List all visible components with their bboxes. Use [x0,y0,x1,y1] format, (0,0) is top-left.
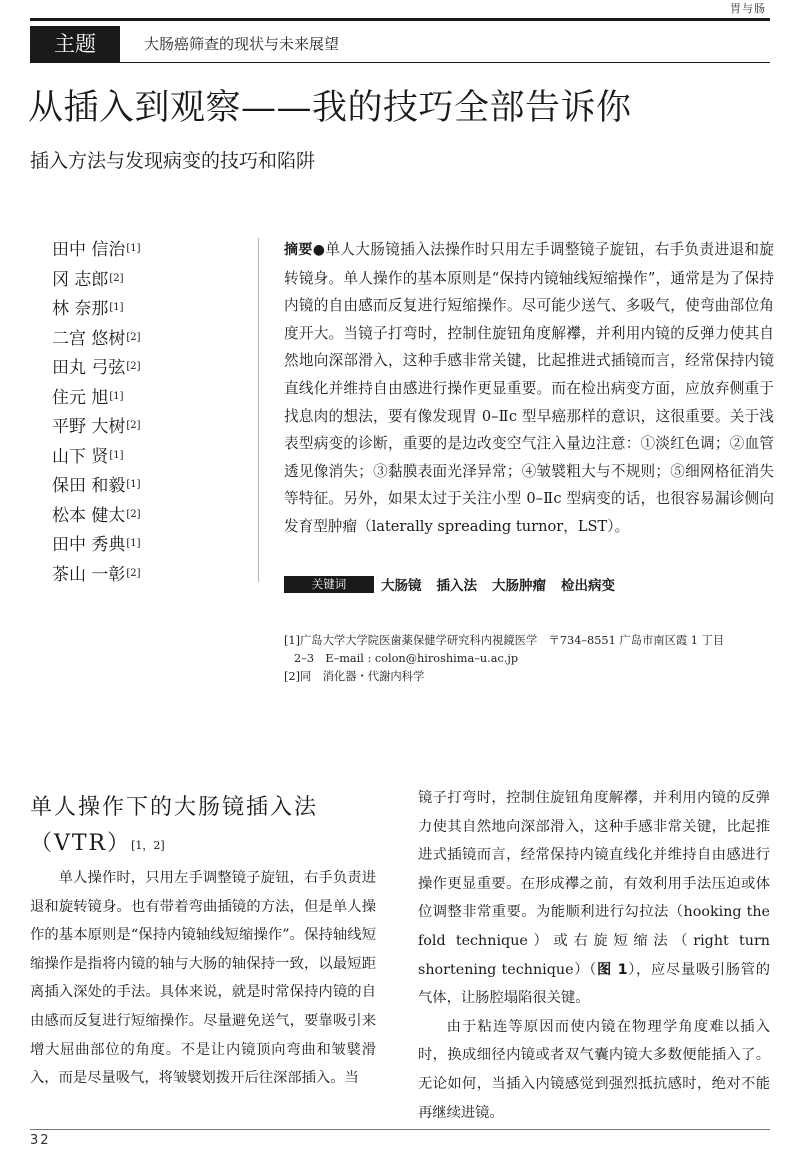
author-affiliation-ref: [2] [126,361,141,372]
author-name-text: 林 奈那 [52,299,109,319]
top-rule [30,18,770,21]
keyword: 插入法 [436,578,477,594]
author-name [52,295,252,325]
author-name-text: 山下 贤 [52,446,109,467]
body-paragraph: 由于粘连等原因而使内镜在物理学角度难以插入时，换成细径内镜或者双气囊内镜大多数便能插入了。无论如何，当插入内镜感觉到强烈抵抗感时，绝对不能再继续进镜。 [418,1018,770,1121]
author-list [52,236,252,590]
keyword: 大肠镜 [381,578,422,594]
author-name-text: 田中 信治 [52,240,126,260]
author-affiliation-ref: [2] [126,420,141,431]
author-affiliation-ref: [1] [126,538,141,549]
affiliation-line: [2]同 消化器・代謝内科学 [284,670,425,683]
page-number: 32 [30,1133,51,1148]
author-name-text: 茶山 一彰 [52,564,126,585]
body-column-right [418,784,770,1127]
footer-rule [30,1129,770,1130]
keyword: 检出病变 [561,578,615,594]
topic-text: 大肠癌筛查的现状与未来展望 [144,35,340,53]
author-affiliation-ref: [2] [126,508,141,520]
abstract-label: 摘要● [284,242,326,258]
author-affiliation-ref: [1] [126,243,141,254]
body-column-left [30,864,376,1093]
author-name [52,354,252,384]
topic-divider [30,62,770,63]
section-title-text: 单人操作下的大肠镜插入法 [30,795,319,820]
author-name-text: 冈 志郎 [52,269,109,290]
author-name-text: 二宫 悠树 [52,328,126,349]
author-name [52,266,252,296]
author-affiliation-ref: [1] [109,302,124,313]
keywords-label: 关键词 [284,576,374,593]
body-paragraph: 单人操作时，只用左手调整镜子旋钮，右手负责进退和旋转镜身。也有带着弯曲插镜的方法，但是单人操作的基本原则是“保持内镜轴线短缩操作”。保持轴线短缩操作是指将内镜的轴与大肠的轴保持一致，以最短距离插入深处的手法。具体来说，就是时常保持内镜的自由感而反复进行短缩操作。尽量避免送气，要靠吸引来增大屈曲部位的角度。不是让内镜顶向弯曲和皱襞滑入，而是尽量吸气，将皱襞划拨开后往深部插入。当 [30,870,376,1087]
abstract [284,236,774,541]
affiliation-line: 2–3 E–mail : colon@hiroshima–u.ac.jp [294,652,519,665]
affiliation-line: [1]广岛大学大学院医歯薬保健学研究科内視鏡医学 〒734–8551 广岛市南区霞 1 丁目 [284,634,725,647]
column-divider [258,238,259,582]
keyword: 大肠肿瘤 [492,578,546,594]
author-name [52,502,252,532]
figure-reference: 图 1 [597,961,628,978]
author-affiliation-ref: [2] [126,331,141,343]
affiliations [284,632,772,686]
body-paragraph [418,784,770,1013]
author-name [52,236,252,266]
author-name [52,413,252,443]
section-title-suffix: （VTR） [30,831,132,856]
author-affiliation-ref: [2] [126,567,141,579]
author-name-text: 平野 大树 [52,417,126,437]
author-affiliation-ref: [1] [109,449,124,461]
author-name [52,531,252,561]
body-text: ），应尽量吸引肠管的气体，让肠腔塌陷很关键。 [418,961,770,1007]
abstract-text: 单人大肠镜插入法操作时只用左手调整镜子旋钮，右手负责进退和旋转镜身。单人操作的基本原则是“保持内镜轴线短缩操作”，通常是为了保持内镜的自由感而反复进行短缩操作。尽可能少送气、多吸气，使弯曲部位角度开大。当镜子打弯时，控制住旋钮角度解襻，并利用内镜的反弹力使其自然地向深部滑入，这种手感非常关键，比起推进式插镜而言，经常保持内镜直线化并维持自由感进行操作更显重要。而在检出病变方面，应放弃侧重于找息肉的想法，要有像发现胃 0–Ⅱc 型早癌那样的意识，这很重要。关于浅表型病变的诊断，重要的是边改变空气注入量边注意：①淡红色调；②血管透见像消失；③黏膜表面光泽异常；④皱襞粗大与不规则；⑤细网格征消失等特征。另外，如果太过于关注小型 0–Ⅱc 型病变的话，也很容易漏诊侧向发育型肿瘤（laterally spreading turnor，LST）。 [284,241,774,535]
author-name-text: 田丸 弓弦 [52,358,126,378]
author-affiliation-ref: [1] [126,479,141,490]
author-name [52,325,252,355]
author-affiliation-ref: [1] [109,390,124,402]
body-text: 镜子打弯时，控制住旋钮角度解襻，并利用内镜的反弹力使其自然地向深部滑入，这种手感非常关键，比起推进式插镜而言，经常保持内镜直线化并维持自由感进行操作更显重要。在形成襻之前，有效利用手法压迫或体位调整非常重要。为能顺利进行勾拉法（hooking the fold technique）或右旋短缩法（right turn shortening technique）（ [418,790,770,978]
author-affiliation-ref: [2] [109,272,124,284]
author-name-text: 保田 和毅 [52,476,126,496]
author-name [52,443,252,473]
keywords-row [284,574,630,594]
section-title [30,790,382,862]
running-head: 胃与肠 [730,2,766,15]
author-name-text: 住元 旭 [52,387,109,408]
author-name [52,561,252,591]
author-name-text: 田中 秀典 [52,535,126,555]
author-name [52,384,252,414]
author-name-text: 松本 健太 [52,505,126,526]
section-title-refs: [1，2] [131,839,165,852]
author-name [52,472,252,502]
topic-label: 主题 [30,26,120,62]
article-title: 从插入到观察——我的技巧全部告诉你 [28,88,632,128]
article-subtitle: 插入方法与发现病变的技巧和陷阱 [30,150,316,172]
